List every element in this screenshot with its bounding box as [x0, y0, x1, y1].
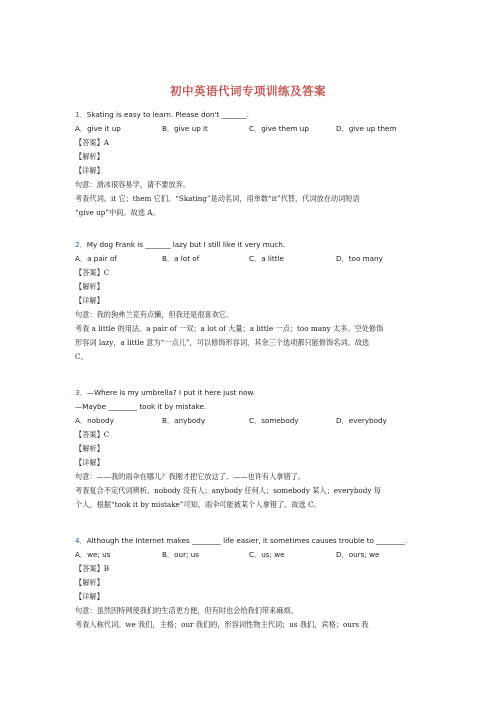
explanation-line: 考查复合不定代词辨析。nobody 没有人；anybody 任何人；somebody 某人；everybody 每 [75, 486, 381, 495]
analysis-label: 【解析】 [75, 578, 104, 587]
option-c: C．give them up [249, 124, 309, 133]
question-1 [75, 108, 425, 220]
explanation-line: 句意：我的狗弗兰克有点懒，但我还是很喜欢它。 [75, 310, 234, 319]
question-number: 1． [75, 110, 87, 119]
option-a: A．a pair of [75, 254, 117, 263]
analysis-label: 【解析】 [75, 152, 104, 161]
question-2 [75, 238, 425, 364]
question-number: 3． [75, 388, 87, 397]
question-number: 2． [75, 240, 87, 249]
option-a: A．we; us [75, 550, 111, 559]
explanation-line: 个人。根据“took it by mistake”可知，雨伞可能被某个人拿错了。故选 C。 [75, 500, 321, 509]
option-d: D．ours; we [336, 550, 380, 559]
question-stem: 3．—Where is my umbrella? I put it here just now. [75, 388, 256, 397]
question-3 [75, 386, 425, 512]
option-b: B．give up it [162, 124, 208, 133]
option-b: B．our; us [162, 550, 200, 559]
explanation-line: 句意：——我的雨伞在哪儿？我刚才把它放这了。——也许有人拿错了。 [75, 472, 306, 481]
answer-label: 【答案】B [75, 564, 110, 573]
explanation-line: 形容词 lazy，a little 意为“一点儿”，可以修饰形容词，其余三个选项都只能修饰名词。故选 [75, 338, 370, 347]
answer-label: 【答案】C [75, 268, 110, 277]
explanation-line: 考查人称代词。we 我们，主格；our 我们的，形容词性物主代词；us 我们，宾格；ours 我 [75, 620, 369, 629]
explanation-line: 考查代词。it 它；them 它们。“Skating”是动名词，用单数“it”代替，代词放在动词短语 [75, 194, 360, 203]
option-a: A．give it up [75, 124, 121, 133]
question-stem-line-2: —Maybe ________ took it by mistake. [75, 402, 207, 411]
option-d: D．give up them [336, 124, 397, 133]
option-b: B．a lot of [162, 254, 200, 263]
explanation-line: 句意：滑冰很容易学，请不要放弃。 [75, 180, 191, 189]
option-c: C．us; we [249, 550, 285, 559]
explanation-line: “give up”中间。故选 A。 [75, 208, 160, 217]
option-c: C．somebody [249, 416, 299, 425]
explanation-line: C。 [75, 352, 88, 361]
options-row [75, 252, 425, 266]
option-d: D．too many [336, 254, 383, 263]
options-row [75, 548, 425, 562]
options-row [75, 122, 425, 136]
detail-label: 【详解】 [75, 166, 104, 175]
analysis-label: 【解析】 [75, 444, 104, 453]
analysis-label: 【解析】 [75, 282, 104, 291]
answer-label: 【答案】A [75, 138, 109, 147]
option-c: C．a little [249, 254, 284, 263]
detail-label: 【详解】 [75, 458, 104, 467]
question-stem: 1．Skating is easy to learn. Please don't _______. [75, 110, 250, 119]
option-b: B．anybody [162, 416, 206, 425]
question-4 [75, 534, 425, 632]
detail-label: 【详解】 [75, 592, 104, 601]
options-row [75, 414, 425, 428]
page-title: 初中英语代词专项训练及答案 [170, 84, 326, 98]
option-a: A．nobody [75, 416, 114, 425]
question-stem: 2．My dog Frank is _______ lazy but I still like it very much. [75, 240, 286, 249]
explanation-line: 考查 a little 的用法。a pair of 一双；a lot of 大量；a little 一点；too many 太多。空处修饰 [75, 324, 384, 333]
question-number: 4． [75, 536, 87, 545]
option-d: D．everybody [336, 416, 387, 425]
answer-label: 【答案】C [75, 430, 110, 439]
question-stem: 4．Although the Internet makes ________ life easier, it sometimes causes trouble to ________. [75, 536, 408, 545]
explanation-line: 句意：虽然因特网使我们的生活更方便，但有时也会给我们带来麻烦。 [75, 606, 298, 615]
detail-label: 【详解】 [75, 296, 104, 305]
